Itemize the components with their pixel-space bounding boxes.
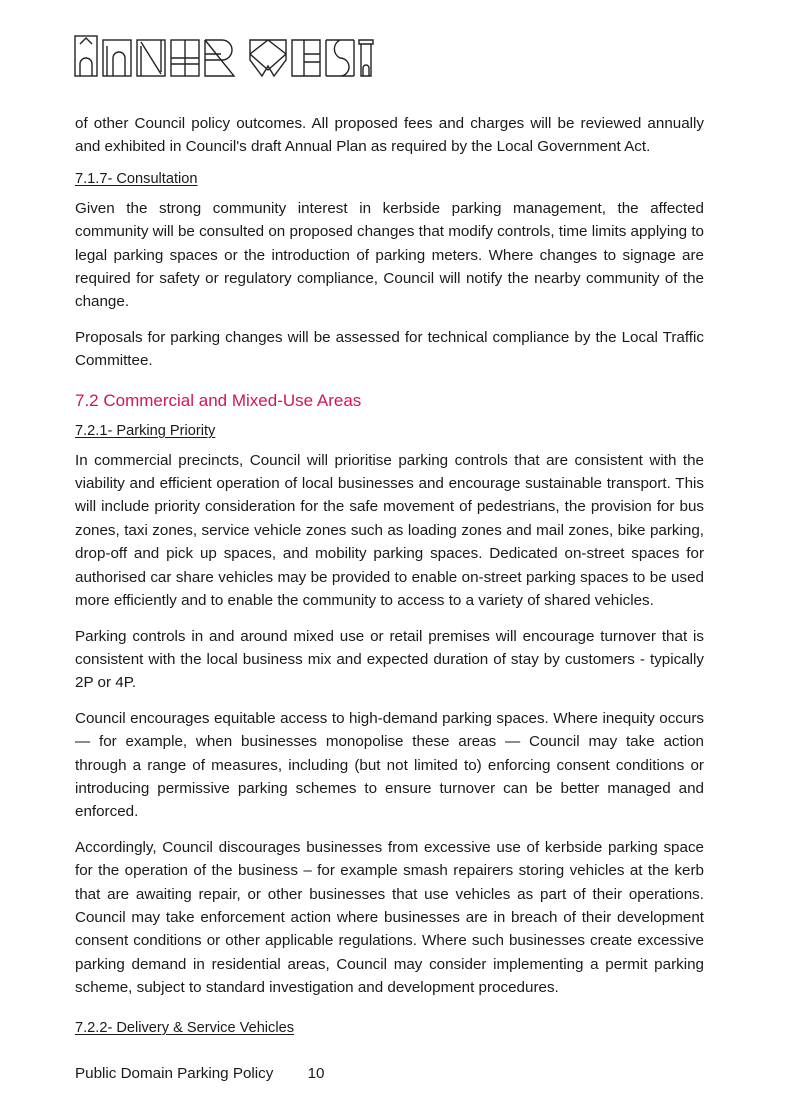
body-paragraph: Given the strong community interest in kerbside parking management, the affected community will be consulted on proposed changes that modify controls, time limits applying to legal parking spaces or the introduction of parking meters. Where changes to signage are required for safety or regulatory compliance, Council will notify the nearby community of the change. [75,199,704,311]
section-heading-7-1-7: 7.1.7- Consultation [75,170,198,187]
section-heading-7-2-1: 7.2.1- Parking Priority [75,422,216,439]
body-paragraph: Accordingly, Council discourages businesses from excessive use of kerbside parking space for the operation of the business – for example smash repairers storing vehicles at the kerb that are awaiting repair, or other businesses that use vehicles as part of their operations. Council may take enforcement action where businesses are in breach of their development consent conditions or other applicable regulations. Where such businesses create excessive parking demand in residential areas, Council may consider implementing a permit parking scheme, subject to standard investigation and development procedures. [75,838,704,997]
page-footer [75,1062,785,1115]
section-heading-7-2-2: 7.2.2- Delivery & Service Vehicles [75,1019,294,1036]
body-paragraph: of other Council policy outcomes. All proposed fees and charges will be reviewed annually and exhibited in Council's draft Annual Plan as required by the Local Government Act. [75,115,704,156]
section-heading-7-2: 7.2 Commercial and Mixed-Use Areas [75,390,362,410]
page-content [75,0,704,1036]
footer-document-title: Public Domain Parking Policy [75,1064,274,1082]
body-paragraph: In commercial precincts, Council will prioritise parking controls that are consistent with the viability and efficient operation of local businesses and encourage sustainable transport. This will include priority consideration for the safe movement of pedestrians, the provision for bus zones, taxi zones, service vehicle zones such as loading zones and mail zones, bike parking, drop-off and pick up spaces, and mobility parking spaces. Dedicated on-street spaces for authorised car share vehicles may be provided to enable on-street parking spaces to be used more efficiently and to enable the community to access to a variety of shared vehicles. [75,451,704,610]
body-paragraph: Proposals for parking changes will be assessed for technical compliance by the Local Traffic Committee. [75,328,704,370]
body-paragraph: Parking controls in and around mixed use or retail premises will encourage turnover that is consistent with the local business mix and expected duration of stay by customers - typically 2P or 4P. [75,627,704,692]
body-paragraph: Council encourages equitable access to high-demand parking spaces. Where inequity occurs — for example, when businesses monopolise these areas — Council may take action through a range of measures, including (but not limited to) enforcing consent conditions or introducing permissive parking schemes to ensure turnover can be better managed and enforced. [75,709,704,821]
footer-page-number: 10 [307,1064,325,1082]
